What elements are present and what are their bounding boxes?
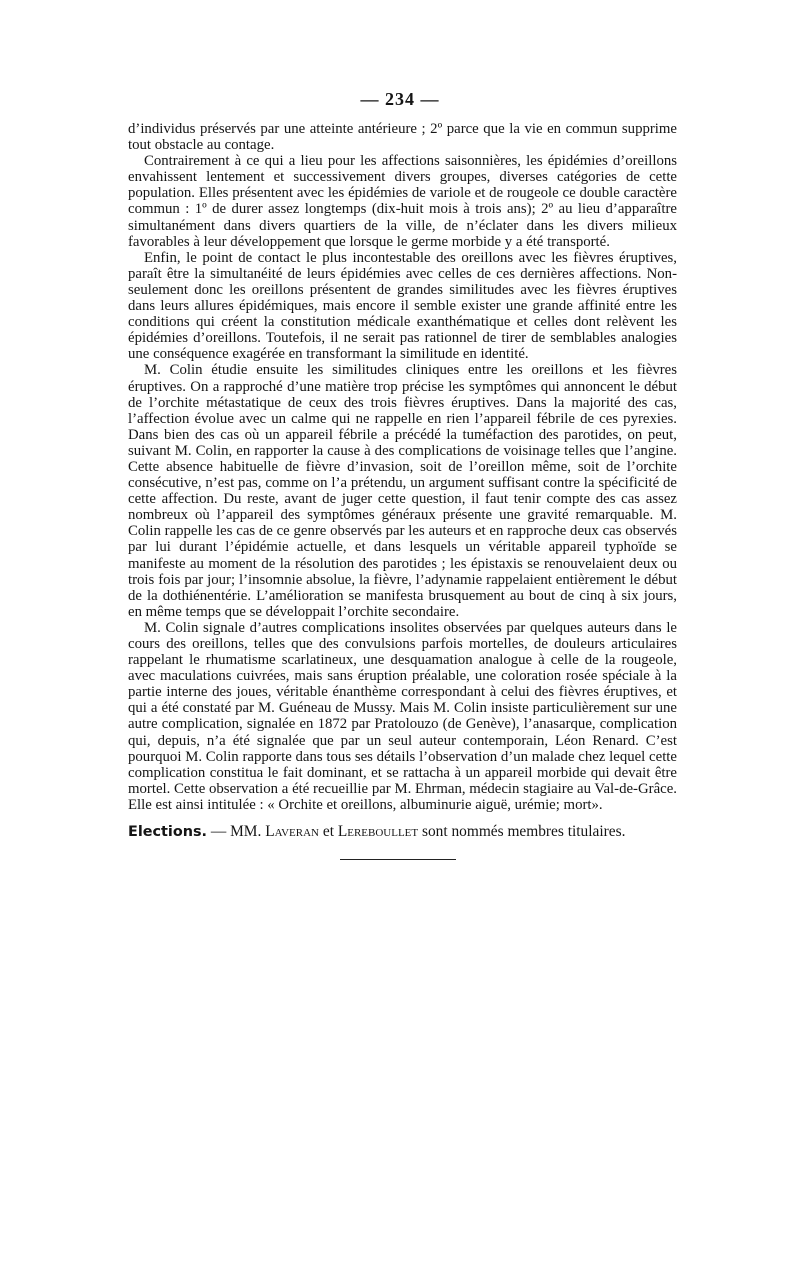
paragraph-4: M. Colin étudie ensuite les similitudes cliniques entre les oreillons et les fièvres éruptives. On a rapproché d’une matière trop précise les symptômes qui annoncent le début de l’orchite métastatique de ceux des trois fièvres éruptives. Dans la majorité des cas, l’affection évolue avec un calme qui ne rappelle en rien l’appareil fébrile de ces pyrexies. Dans bien des cas où un appareil fébrile a précédé la tuméfaction des parotides, on peut, suivant M. Colin, en rapporter la cause à des complications de voisinage telles que l’angine. Cette absence habituelle de fièvre d’invasion, soit de l’oreillon même, soit de l’orchite consécutive, n’est pas, comme on l’a prétendu, un argument suffisant contre la spécificité de cette affection. Du reste, avant de juger cette question, il faut tenir compte des cas assez nombreux où l’appareil des symptômes généraux présente une gravité remarquable. M. Colin rappelle les cas de ce genre observés par les auteurs et en rapproche deux cas observés par lui durant l’épidémie actuelle, et dans lesquels un véritable appareil typhoïde se manifeste au moment de la résolution des parotides ; les épistaxis se renouvelaient deux ou trois fois par jour; l’insomnie absolue, la fièvre, l’adynamie rappelaient entièrement le début de la dothiénentérie. L’amélioration se manifesta brusquement au bout de cinq à six jours, en même temps que se développait l’orchite secondaire.	[128, 362, 677, 620]
body-text	[128, 121, 677, 841]
elections-rest: sont nommés membres titulaires.	[418, 823, 626, 841]
page-number: — 234 —	[360, 89, 440, 109]
paragraph-5: M. Colin signale d’autres complications insolites observées par quelques auteurs dans le cours des oreillons, telles que des convulsions parfois mortelles, de douleurs articulaires rappelant le rhumatisme scarlatineux, une desquamation analogue à celle de la rougeole, avec maculations cuivrées, mais sans éruption préalable, une coloration rosée spéciale à la partie interne des joues, véritable énanthème correspondant à celui des fièvres éruptives, et qui a été constaté par M. Guéneau de Mussy. Mais M. Colin insiste particulièrement sur une autre complication, signalée en 1872 par Pratolouzo (de Genève), l’anasarque, complication qui, depuis, n’a été signalée que par un seul auteur contemporain, Léon Renard. C’est pourquoi M. Colin rapporte dans tous ses détails l’observation d’un malade chez lequel cette complication constitua le fait dominant, et se rattacha à un appareil morbide qui devait être mortel. Cette observation a été recueillie par M. Ehrman, médecin stagiaire au Val-de-Grâce. Elle est ainsi intitulée : « Orchite et oreillons, albuminurie aiguë, urémie; mort».	[128, 619, 677, 813]
member-name-2: Lereboullet	[337, 823, 419, 841]
paragraph-2: Contrairement à ce qui a lieu pour les affections saisonnières, les épidémies d’oreillons envahissent lentement et successivement divers groupes, diverses catégories de cette population. Elles présentent avec les épidémies de variole et de rougeole ce double caractère commun : 1º de durer assez longtemps (dix-huit mois à trois ans); 2º au lieu d’apparaître simultanément dans divers quartiers de la ville, de n’éclater dans les divers milieux favorables à leur développement que lorsque le germe morbide y a été transporté.	[128, 153, 677, 250]
elections-dash: — MM.	[207, 823, 266, 841]
paragraph-1: d’individus préservés par une atteinte antérieure ; 2º parce que la vie en commun supprime tout obstacle au contage.	[128, 121, 677, 154]
member-name-1: Laveran	[265, 823, 320, 841]
elections-paragraph	[128, 823, 677, 841]
elections-and: et	[319, 823, 338, 841]
paragraph-3: Enfin, le point de contact le plus incontestable des oreillons avec les fièvres éruptives, paraît être la simultanéité de leurs épidémies avec celles de ces dernières affections. Non-seulement donc les oreillons présentent de grandes similitudes avec les fièvres éruptives dans leurs allures épidémiques, mais encore il semble exister une grande affinité entre les conditions qui créent la constitution médicale exanthématique et celles dont relèvent les épidémies d’oreillons. Toutefois, il ne serait pas rationnel de tirer de semblables analogies une conséquence exagérée en transformant la similitude en identité.	[128, 249, 677, 363]
closing-rule	[340, 859, 456, 860]
elections-heading: Elections.	[128, 824, 208, 841]
